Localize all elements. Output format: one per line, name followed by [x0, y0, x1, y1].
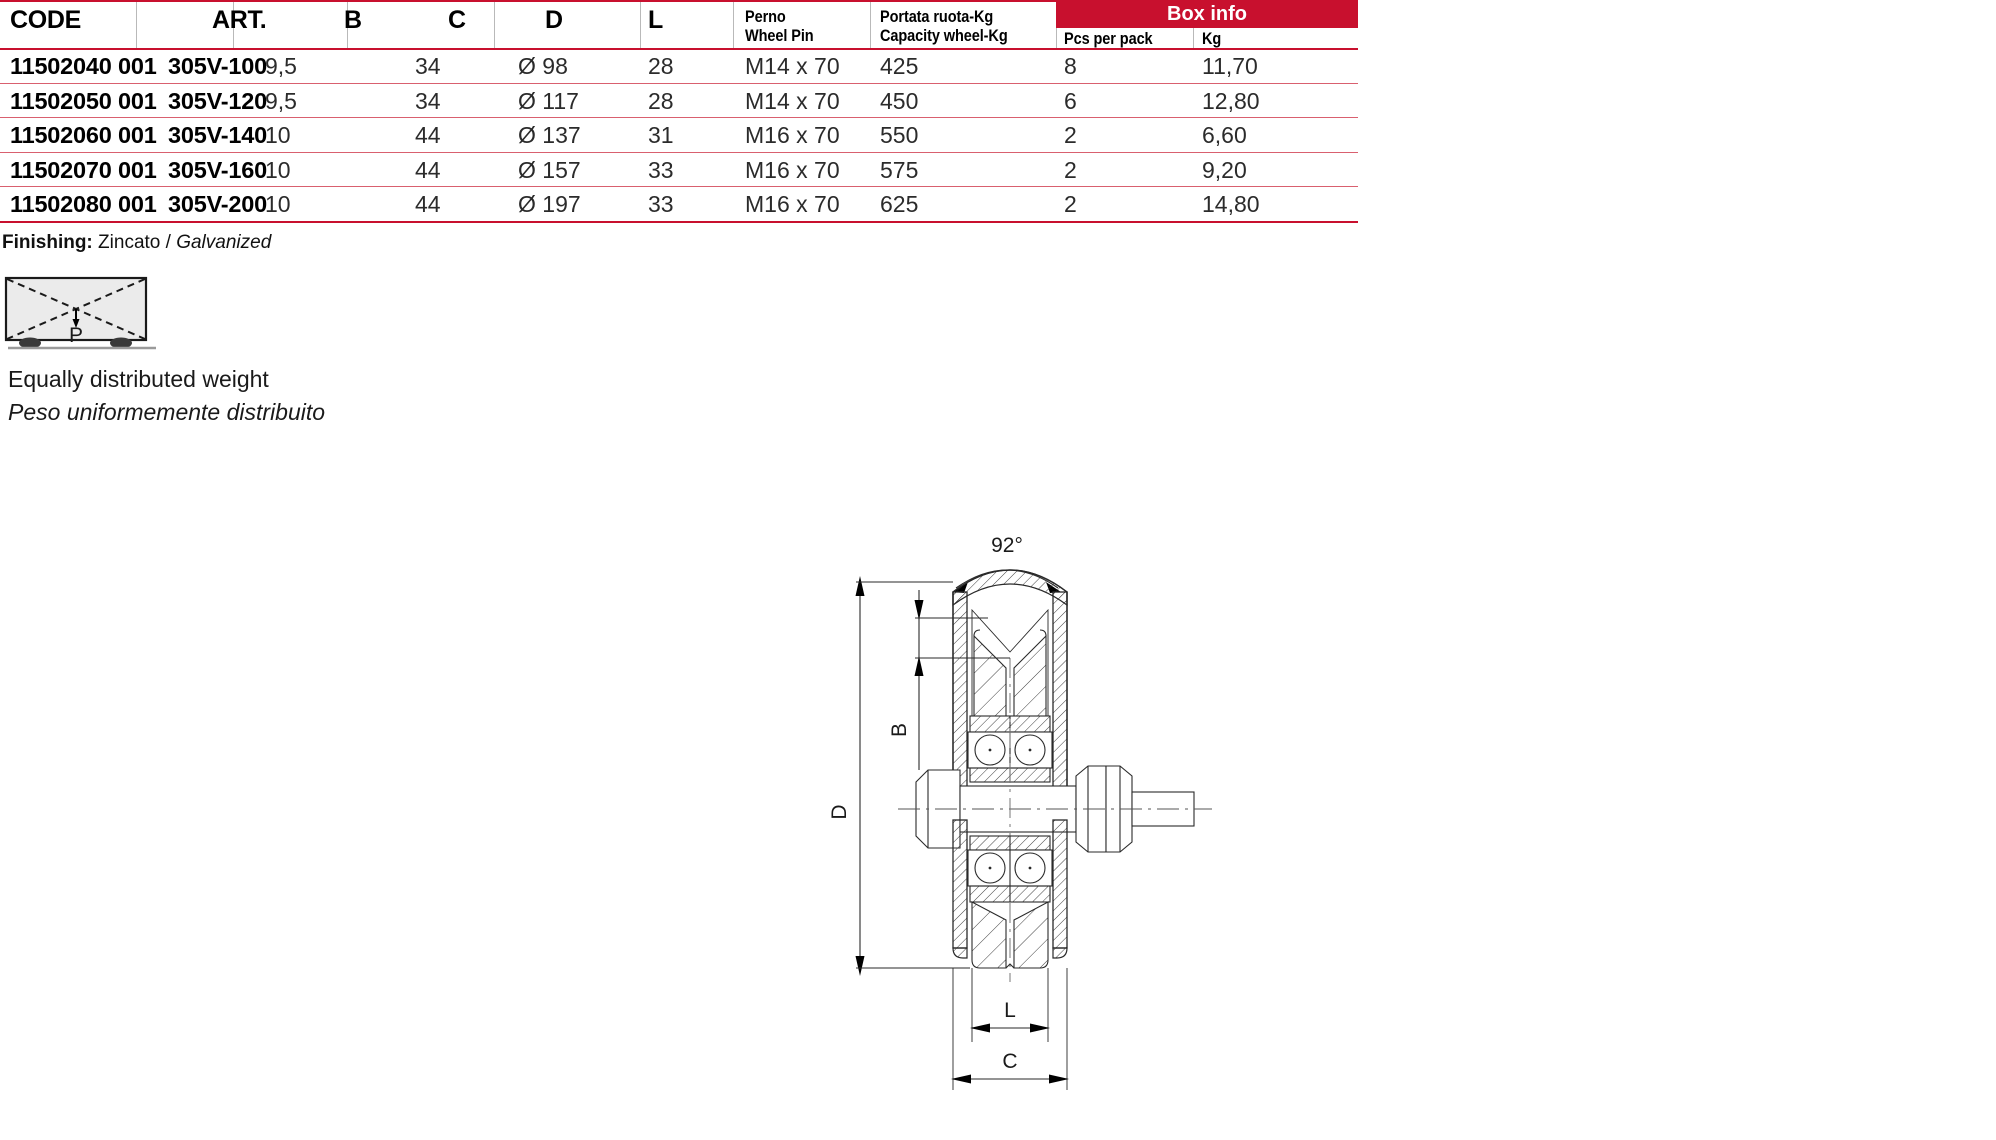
cell-capacity: 550 [880, 122, 919, 148]
box-info-banner [1056, 0, 1358, 28]
header-divider [640, 2, 641, 48]
bearing-ball-center [1029, 749, 1032, 752]
column-header-art-label: ART. [212, 6, 267, 34]
cell-d: Ø 197 [518, 191, 581, 217]
cell-l: 28 [648, 53, 674, 79]
column-header-b [344, 6, 362, 35]
dim-l-label: L [1004, 999, 1016, 1022]
row-separator [0, 221, 1358, 223]
column-header-wheel-pin-en: Wheel Pin [745, 27, 814, 45]
dim-l-arrow-right [1030, 1024, 1050, 1033]
column-header-kg [1202, 30, 1299, 49]
column-header-code-label: CODE [10, 6, 82, 34]
cell-pcs: 2 [1064, 191, 1077, 217]
angle-label: 92° [991, 534, 1023, 557]
column-header-code [10, 6, 81, 35]
housing-bottom-left-cap [953, 948, 967, 958]
cell-b: 10 [265, 191, 291, 217]
row-separator [0, 117, 1358, 118]
load-caption-en [8, 366, 269, 393]
dim-b-arrow-top [915, 600, 924, 620]
cell-d: Ø 157 [518, 156, 581, 183]
column-header-capacity [880, 8, 1065, 46]
column-header-d [545, 6, 563, 35]
housing-right-wall-lower [1053, 820, 1067, 948]
dim-c-arrow-left [951, 1075, 971, 1084]
cell-c: 34 [415, 87, 441, 114]
column-header-l-label: L [648, 6, 663, 34]
cell-art: 305V-100 [168, 53, 268, 79]
cell-code: 11502070 001 [10, 156, 157, 183]
cell-c: 44 [415, 156, 441, 183]
cell-pcs: 8 [1064, 53, 1077, 79]
specification-table [0, 0, 1358, 226]
wheel-body-lower-left [972, 902, 1006, 968]
dim-b-label: B [888, 722, 911, 738]
column-header-c [448, 6, 466, 35]
cell-b: 9,5 [265, 87, 297, 114]
column-header-kg-label: Kg [1202, 30, 1222, 48]
column-header-pcs-label: Pcs per pack [1064, 30, 1153, 48]
housing-bottom-right-cap [1053, 948, 1067, 958]
load-caption-it [8, 399, 325, 426]
dim-d-label: D [828, 804, 851, 820]
force-label: P [68, 324, 84, 347]
header-divider [494, 2, 495, 48]
housing-left-wall-lower [953, 820, 967, 948]
cell-pin: M16 x 70 [745, 122, 840, 148]
dim-l-arrow-left [970, 1024, 990, 1033]
cell-c: 44 [415, 191, 441, 217]
column-header-wheel-pin-it: Perno [745, 8, 786, 26]
cell-capacity: 425 [880, 53, 919, 79]
cell-pcs: 2 [1064, 122, 1077, 148]
cell-pin: M14 x 70 [745, 87, 840, 114]
cell-code: 11502060 001 [10, 122, 157, 148]
bearing-ball-center [989, 749, 992, 752]
column-header-l [648, 6, 663, 35]
wheel-cross-section-drawing [820, 530, 1380, 1110]
cell-art: 305V-160 [168, 156, 268, 183]
cell-capacity: 450 [880, 87, 919, 114]
column-header-capacity-en: Capacity wheel-Kg [880, 27, 1008, 45]
cell-c: 34 [415, 53, 441, 79]
wheel-body-upper-hatch [974, 636, 1006, 716]
row-separator [0, 186, 1358, 187]
cell-kg: 12,80 [1202, 87, 1260, 114]
cell-pcs: 2 [1064, 156, 1077, 183]
column-header-wheel-pin [745, 8, 886, 46]
wheel-body-upper-hatch-2 [1014, 636, 1046, 716]
column-header-capacity-it: Portata ruota-Kg [880, 8, 994, 26]
bearing-ball-center [989, 867, 992, 870]
wheel-body-corner-left [974, 630, 980, 636]
column-header-d-label: D [545, 6, 563, 34]
cell-kg: 6,60 [1202, 122, 1247, 148]
cell-c: 44 [415, 122, 441, 148]
load-caption-en-text: Equally distributed weight [8, 366, 269, 392]
load-caption-it-text: Peso uniformemente distribuito [8, 399, 326, 425]
cell-kg: 9,20 [1202, 156, 1247, 183]
header-divider [1193, 28, 1194, 48]
finishing-value-en: Galvanized [176, 232, 272, 253]
housing-left-wall [953, 592, 967, 792]
cell-code: 11502040 001 [10, 53, 157, 79]
cell-kg: 14,80 [1202, 191, 1260, 217]
cell-art: 305V-200 [168, 191, 268, 217]
dim-b-arrow-bottom [915, 656, 924, 676]
cell-b: 10 [265, 156, 291, 183]
dim-d-arrow-bottom [856, 956, 865, 976]
load-distribution-diagram [4, 276, 179, 354]
column-header-c-label: C [448, 6, 466, 34]
finishing-value-it: Zincato [98, 232, 161, 253]
column-header-b-label: B [344, 6, 362, 34]
finishing-label: Finishing: [2, 232, 93, 253]
cell-kg: 11,70 [1202, 53, 1258, 79]
cell-pin: M14 x 70 [745, 53, 840, 79]
cell-art: 305V-140 [168, 122, 268, 148]
bearing-ball-center [1029, 867, 1032, 870]
cell-capacity: 575 [880, 156, 919, 183]
cell-capacity: 625 [880, 191, 919, 217]
housing-right-wall [1053, 592, 1067, 792]
header-divider [136, 2, 137, 48]
cell-l: 31 [648, 122, 674, 148]
cell-pcs: 6 [1064, 87, 1077, 114]
cell-d: Ø 137 [518, 122, 581, 148]
finishing-line [2, 232, 271, 254]
column-header-pcs-per-pack [1064, 30, 1178, 49]
row-separator [0, 83, 1358, 84]
cell-pin: M16 x 70 [745, 156, 840, 183]
header-divider [733, 2, 734, 48]
cell-l: 33 [648, 156, 674, 183]
cell-d: Ø 98 [518, 53, 568, 79]
cell-l: 28 [648, 87, 674, 114]
wheel-body-lower-right [1014, 902, 1048, 968]
dim-c-label: C [1002, 1050, 1018, 1073]
dim-c-arrow-right [1049, 1075, 1069, 1084]
housing-top-band [953, 570, 1067, 605]
box-info-label: Box info [1167, 3, 1247, 25]
cell-code: 11502050 001 [10, 87, 157, 114]
cell-d: Ø 117 [518, 87, 579, 114]
column-header-art [212, 6, 266, 35]
dim-d-arrow-top [856, 576, 865, 596]
cell-code: 11502080 001 [10, 191, 157, 217]
row-separator [0, 152, 1358, 153]
cell-b: 9,5 [265, 53, 297, 79]
finishing-separator: / [165, 232, 171, 253]
cell-art: 305V-120 [168, 87, 268, 114]
wheel-body-corner-right [1040, 630, 1046, 636]
cell-pin: M16 x 70 [745, 191, 840, 217]
cell-l: 33 [648, 191, 674, 217]
cell-b: 10 [265, 122, 291, 148]
